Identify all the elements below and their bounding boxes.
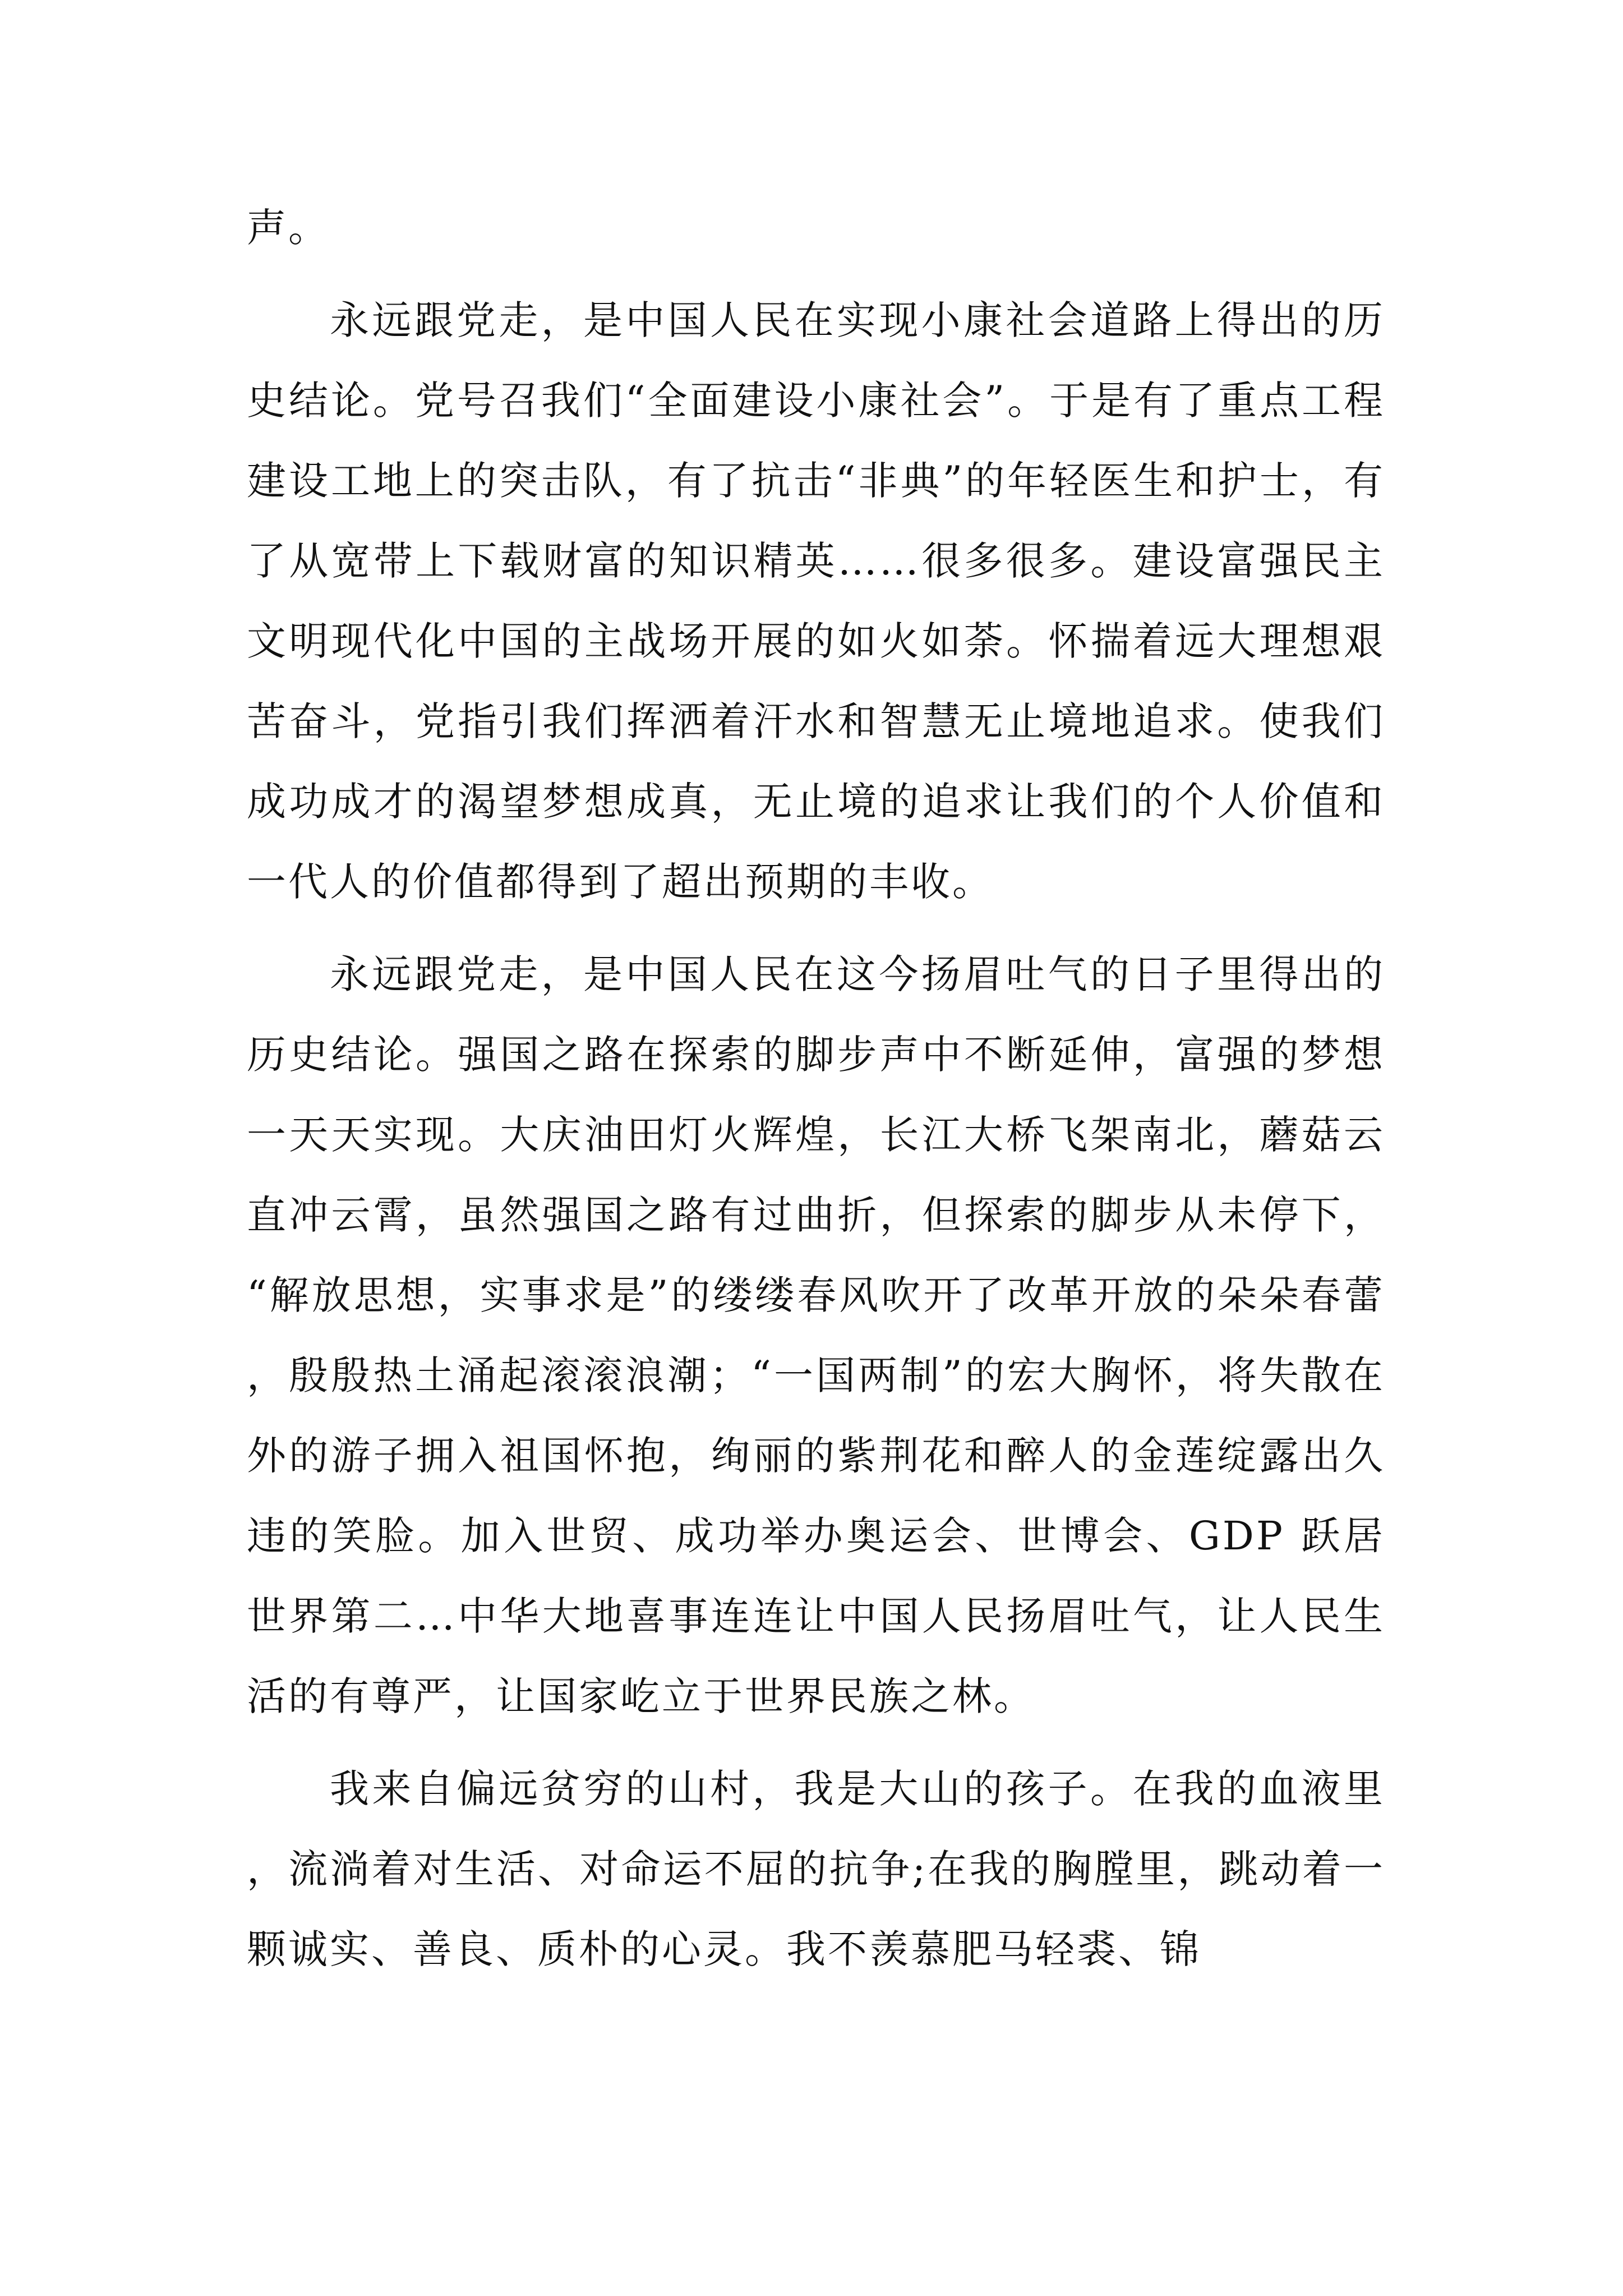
- paragraph-qiangguo: 永远跟党走，是中国人民在这今扬眉吐气的日子里得出的历史结论。强国之路在探索的脚步声中不断延伸，富强的梦想一天天实现。大庆油田灯火辉煌，长江大桥飞架南北，蘑菇云直冲云霄，虽然强国之路有过曲折，但探索的脚步从未停下，“解放思想，实事求是”的缕缕春风吹开了改革开放的朵朵春蕾，殷殷热土涌起滚滚浪潮；“一国两制”的宏大胸怀，将失散在外的游子拥入祖国怀抱，绚丽的紫荆花和醉人的金莲绽露出久违的笑脸。加入世贸、成功举办奥运会、世博会、GDP 跃居世界第二…中华大地喜事连连让中国人民扬眉吐气，让人民生活的有尊严，让国家屹立于世界民族之林。: [247, 951, 1385, 1719]
- paragraph-continuation: 声。: [247, 205, 330, 251]
- body-text: [247, 188, 1385, 1990]
- paragraph-shancun: 我来自偏远贫穷的山村，我是大山的孩子。在我的血液里，流淌着对生活、对命运不屈的抗争;在我的胸膛里，跳动着一颗诚实、善良、质朴的心灵。我不羡慕肥马轻裘、锦: [247, 1766, 1385, 1972]
- paragraph-xiaokang: 永远跟党走，是中国人民在实现小康社会道路上得出的历史结论。党号召我们“全面建设小康社会”。于是有了重点工程建设工地上的突击队，有了抗击“非典”的年轻医生和护士，有了从宽带上下载财富的知识精英……很多很多。建设富强民主文明现代化中国的主战场开展的如火如荼。怀揣着远大理想艰苦奋斗，党指引我们挥洒着汗水和智慧无止境地追求。使我们成功成才的渴望梦想成真，无止境的追求让我们的个人价值和一代人的价值都得到了超出预期的丰收。: [247, 297, 1385, 905]
